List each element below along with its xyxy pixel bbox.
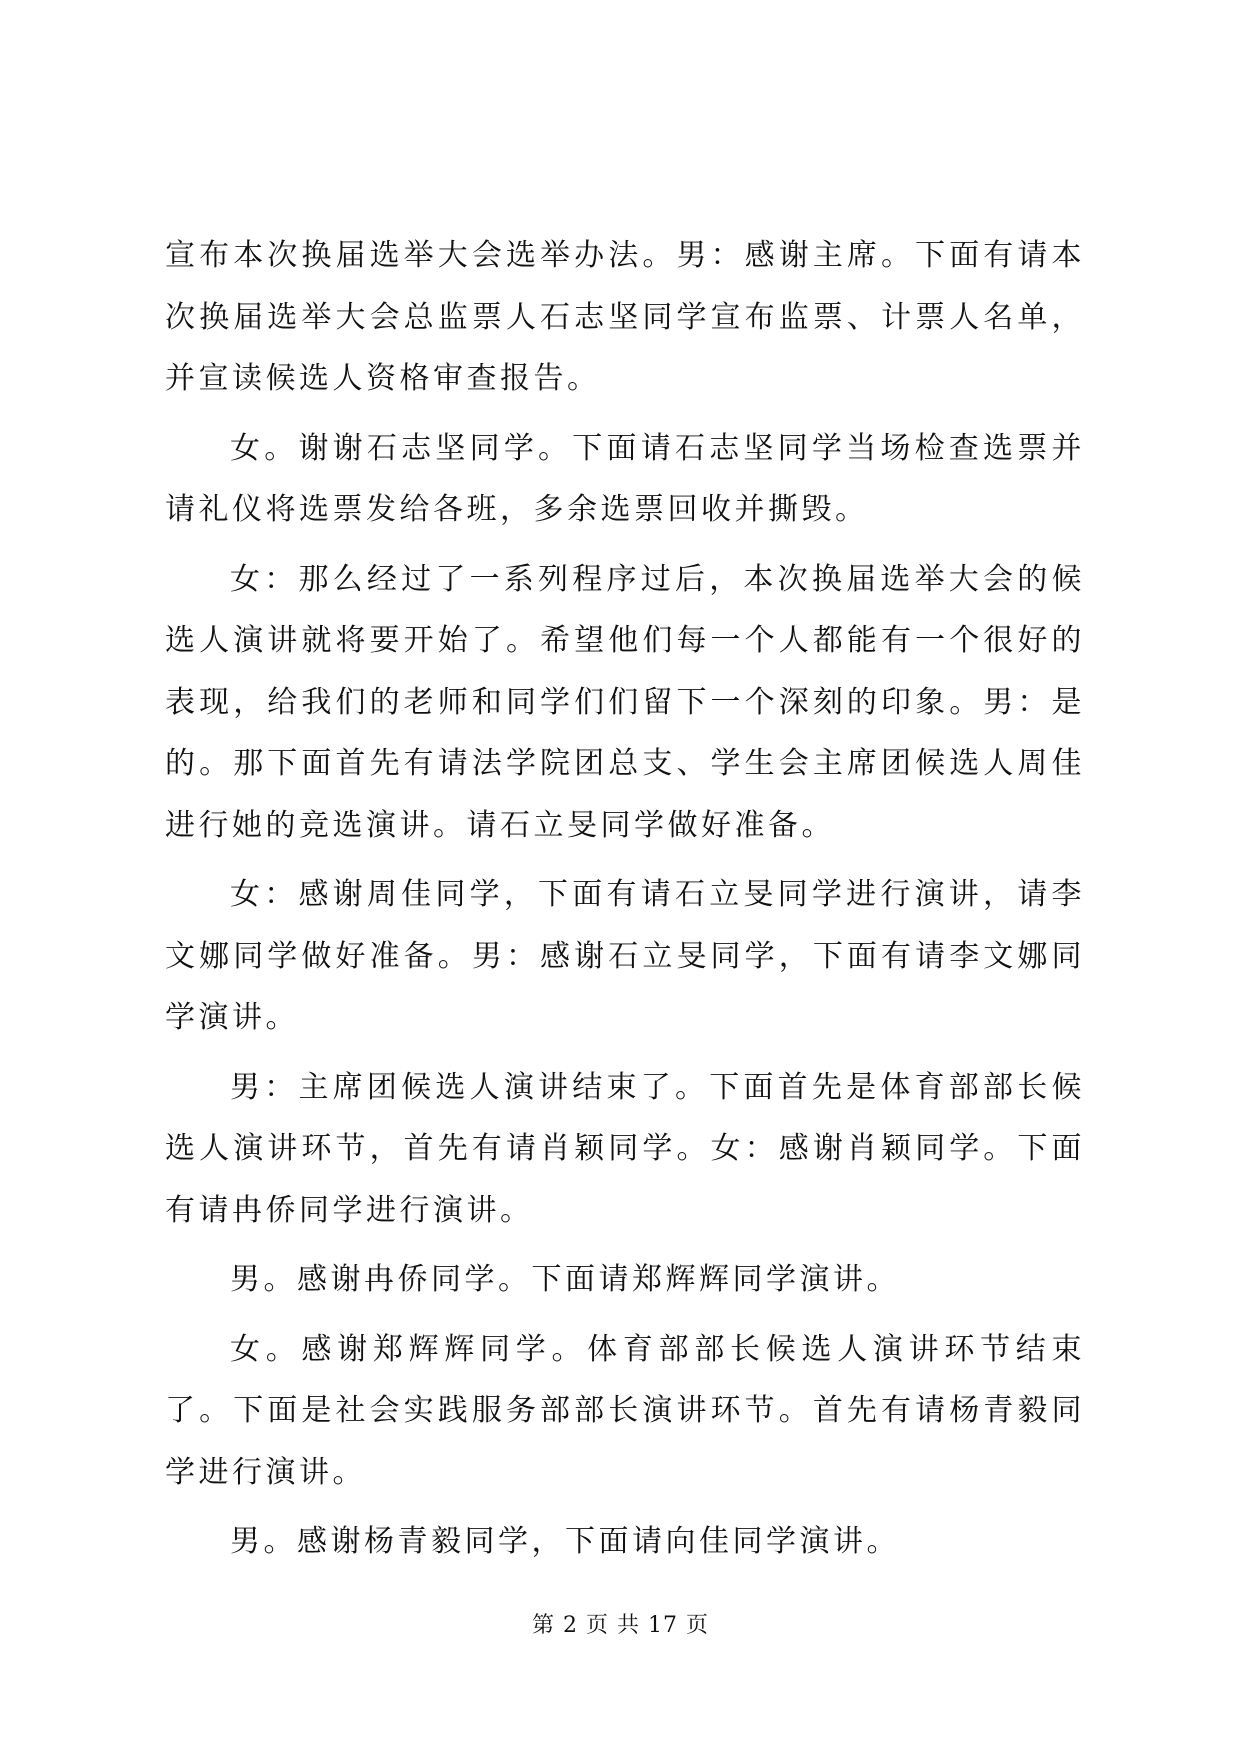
paragraph: 女。感谢郑辉辉同学。体育部部长候选人演讲环节结束了。下面是社会实践服务部部长演讲环节。首先有请杨青毅同学进行演讲。	[165, 1331, 1085, 1490]
paragraph: 女：感谢周佳同学，下面有请石立旻同学进行演讲，请李文娜同学做好准备。男：感谢石立旻同学，下面有请李文娜同学演讲。	[165, 877, 1085, 1035]
paragraph: 女：那么经过了一系列程序过后，本次换届选举大会的候选人演讲就将要开始了。希望他们每一个人都能有一个很好的表现，给我们的老师和同学们们留下一个深刻的印象。男：是的。那下面首先有请法学院团总支、学生会主席团候选人周佳进行她的竞选演讲。请石立旻同学做好准备。	[165, 561, 1085, 843]
page-number-footer: 第 2 页 共 17 页	[532, 1613, 709, 1638]
paragraph: 女。谢谢石志坚同学。下面请石志坚同学当场检查选票并请礼仪将选票发给各班，多余选票回收并撕毁。	[165, 430, 1085, 527]
paragraph: 男。感谢冉侨同学。下面请郑辉辉同学演讲。	[230, 1262, 900, 1297]
paragraph: 男：主席团候选人演讲结束了。下面首先是体育部部长候选人演讲环节，首先有请肖颖同学。女：感谢肖颖同学。下面有请冉侨同学进行演讲。	[165, 1069, 1085, 1228]
paragraph: 宣布本次换届选举大会选举办法。男：感谢主席。下面有请本次换届选举大会总监票人石志坚同学宣布监票、计票人名单，并宣读候选人资格审查报告。	[165, 238, 1085, 396]
paragraph: 男。感谢杨青毅同学，下面请向佳同学演讲。	[230, 1524, 900, 1559]
body-text	[165, 225, 1085, 1581]
